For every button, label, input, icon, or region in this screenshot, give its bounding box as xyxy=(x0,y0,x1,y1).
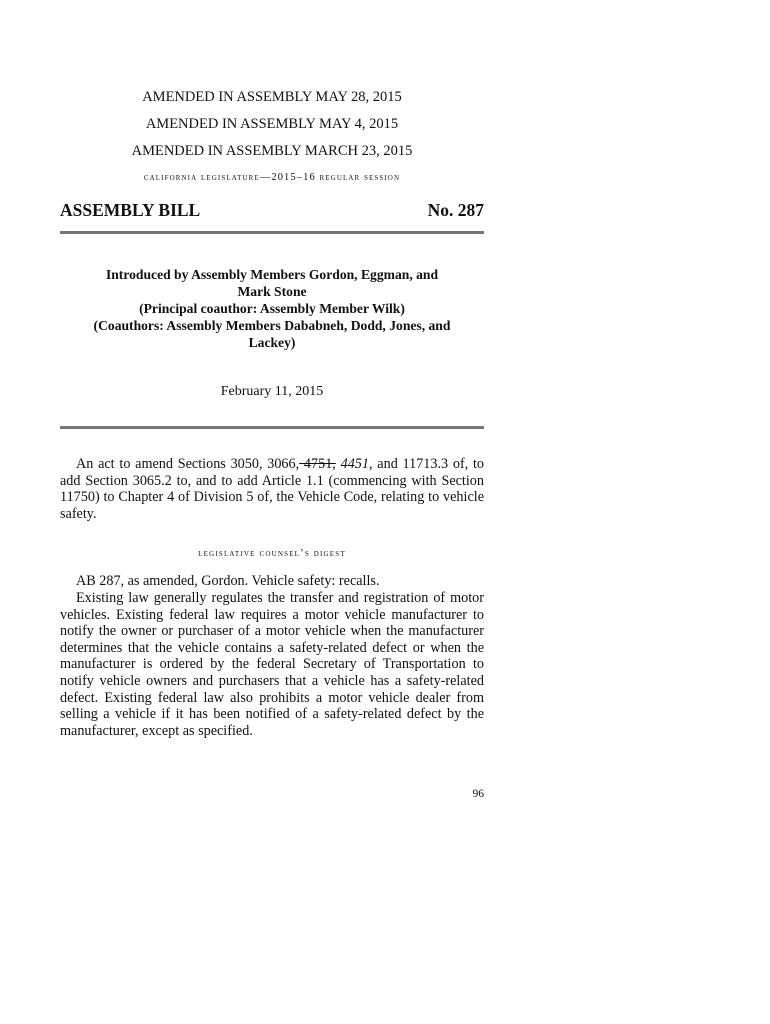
amendment-history xyxy=(60,84,484,165)
bill-number: No. 287 xyxy=(427,200,484,220)
introduced-line: (Principal coauthor: Assembly Member Wilk) xyxy=(139,301,405,316)
introduced-line: Lackey) xyxy=(248,335,296,350)
act-text-after: and 11713.3 of, to add Section 3065.2 to, and to add Article 1.1 (commencing with Section 11750) to Chapter 4 of Division 5 of, the Vehicle Code, relating to vehicle safety. xyxy=(60,456,485,522)
introduced-line: Mark Stone xyxy=(237,284,307,299)
bill-header xyxy=(60,200,484,221)
introduced-line: Introduced by Assembly Members Gordon, Eggman, and xyxy=(105,267,439,282)
struck-text: 4751, xyxy=(299,456,336,472)
digest-paragraph: Existing law generally regulates the transfer and registration of motor vehicles. Existing federal law requires a motor vehicle manufacturer to notify the owner or purchaser of a motor vehicle when the manufacturer determines that the vehicle contains a safety-related defect or when the manufacturer is ordered by the federal Secretary of Transportation to notify vehicle owners and purchasers that a vehicle has a safety-related defect. Existing federal law also prohibits a motor vehicle dealer from selling a vehicle if it has been notified of a safety-related defect by the manufacturer, except as specified. xyxy=(60,590,484,739)
amendment-line: AMENDED IN ASSEMBLY MAY 4, 2015 xyxy=(145,116,399,132)
page-number: 96 xyxy=(472,788,484,800)
inserted-text: 4451, xyxy=(335,456,373,472)
act-title xyxy=(60,456,484,522)
amendment-line: AMENDED IN ASSEMBLY MAY 28, 2015 xyxy=(142,89,402,105)
introduced-by xyxy=(60,266,484,351)
digest-heading: legislative counsel’s digest xyxy=(198,548,346,559)
introduction-date: February 11, 2015 xyxy=(220,384,324,399)
session-line: california legislature—2015–16 regular session xyxy=(143,172,401,183)
bill-label: ASSEMBLY BILL xyxy=(60,200,201,220)
act-text-before: An act to amend Sections 3050, 3066, xyxy=(76,456,300,472)
amendment-line: AMENDED IN ASSEMBLY MARCH 23, 2015 xyxy=(131,143,413,159)
header-rule xyxy=(60,231,484,234)
introduced-line: (Coauthors: Assembly Members Dababneh, Dodd, Jones, and xyxy=(93,318,451,333)
digest-summary: AB 287, as amended, Gordon. Vehicle safety: recalls. xyxy=(76,573,380,589)
date-rule xyxy=(60,426,484,429)
